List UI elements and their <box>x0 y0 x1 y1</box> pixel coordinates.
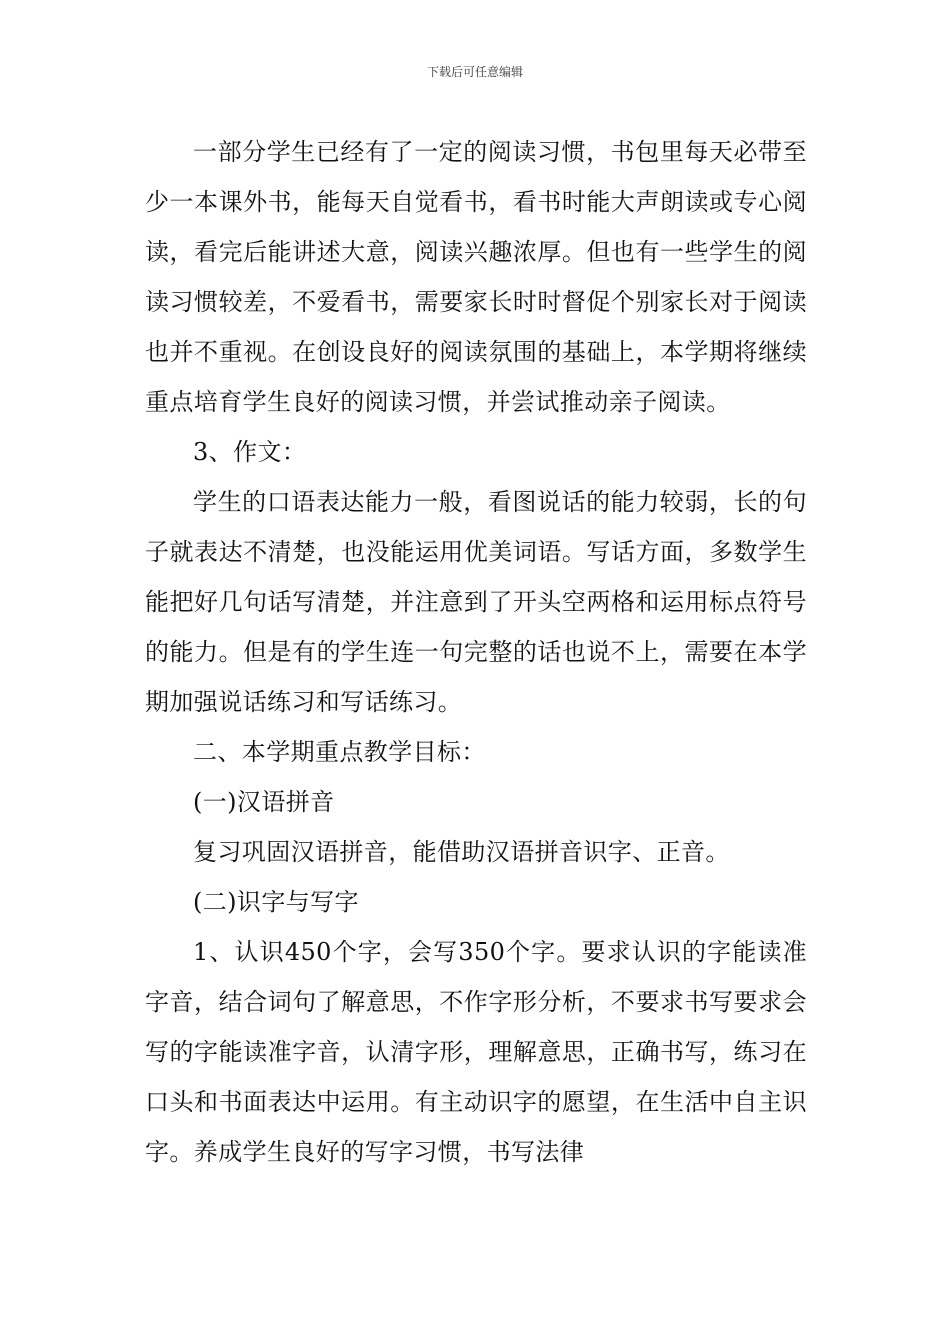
paragraph-pinyin: 复习巩固汉语拼音，能借助汉语拼音识字、正音。 <box>193 838 730 866</box>
paragraph-reading-habits: 一部分学生已经有了一定的阅读习惯，书包里每天必带至少一本课外书，能每天自觉看书，看书时能大声朗读或专心阅读，看完后能讲述大意，阅读兴趣浓厚。但也有一些学生的阅读习惯较差，不爱看书，需要家长时时督促个别家长对于阅读也并不重视。在创设良好的阅读氛围的基础上，本学期将继续重点培育学生良好的阅读习惯，并尝试推动亲子阅读。 <box>145 138 807 416</box>
heading-composition: 3、作文： <box>193 438 307 466</box>
paragraph-literacy-writing: 1、认识450个字，会写350个字。要求认识的字能读准字音，结合词句了解意思，不作字形分析，不要求书写要求会写的字能读准字音，认清字形，理解意思，正确书写，练习在口头和书面表达中运用。有主动识字的愿望，在生活中自主识字。养成学生良好的写字习惯，书写法律 <box>145 938 807 1166</box>
heading-literacy-writing: (二)识字与写字 <box>193 888 359 916</box>
heading-teaching-goals: 二、本学期重点教学目标： <box>193 738 486 766</box>
heading-pinyin: (一)汉语拼音 <box>193 788 335 816</box>
document-body <box>145 127 807 1177</box>
paragraph-composition: 学生的口语表达能力一般，看图说话的能力较弱，长的句子就表达不清楚，也没能运用优美词语。写话方面，多数学生能把好几句话写清楚，并注意到了开头空两格和运用标点符号的能力。但是有的学生连一句完整的话也说不上，需要在本学期加强说话练习和写话练习。 <box>145 488 807 716</box>
page-header: 下载后可任意编辑 <box>426 65 523 79</box>
